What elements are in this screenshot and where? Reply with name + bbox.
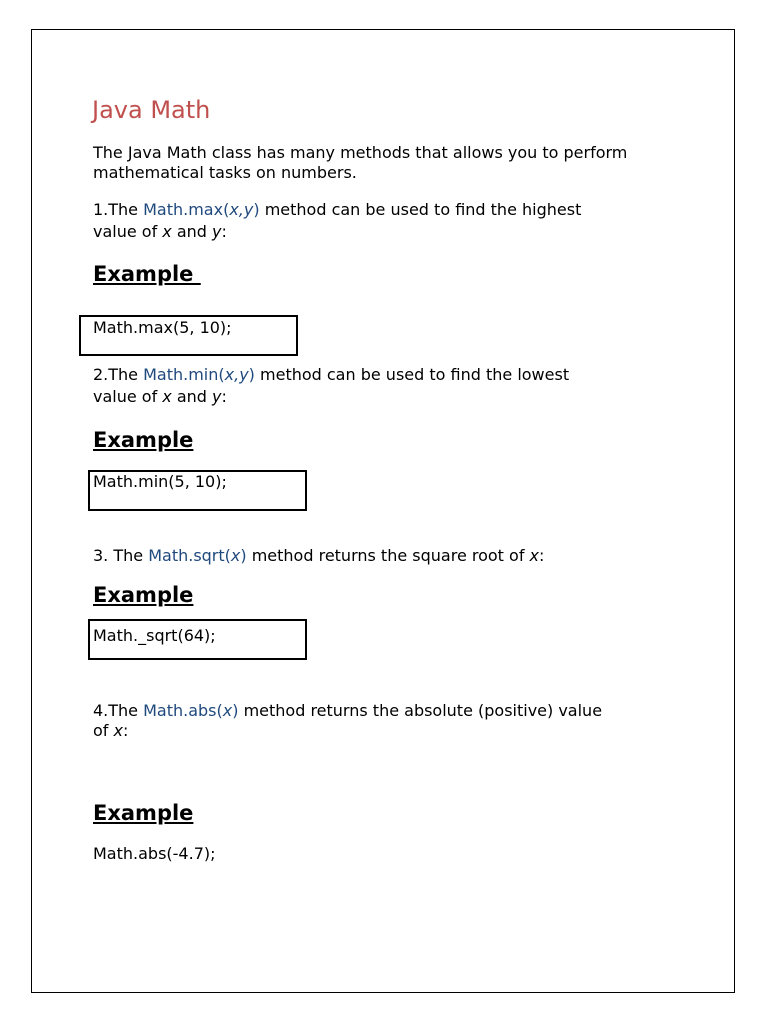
section-1-desc-line2: value of x and y: (93, 222, 227, 241)
page-title: Java Math (92, 96, 211, 124)
section-2-desc-line1: method can be used to find the lowest (254, 365, 570, 384)
math-min-method-name: Math.min(x,y) (143, 365, 255, 384)
section-2-example-heading: Example (93, 428, 194, 452)
section-3-prefix: 3. The (93, 546, 149, 565)
section-2-description (93, 365, 693, 407)
section-4-desc-line2: of x: (93, 721, 129, 740)
section-2-desc-line2: value of x and y: (93, 387, 227, 406)
math-max-method-name: Math.max(x,y) (143, 200, 260, 219)
section-3-desc-line1: method returns the square root of (246, 546, 530, 565)
section-4-code: Math.abs(-4.7); (93, 844, 216, 863)
section-1-prefix: 1.The (93, 200, 144, 219)
section-4-desc-line1: method returns the absolute (positive) value (238, 701, 603, 720)
section-1-example-heading: Example (93, 262, 201, 286)
intro-paragraph: The Java Math class has many methods that allows you to perform mathematical tasks on numbers. (93, 143, 628, 182)
section-2-prefix: 2.The (93, 365, 144, 384)
section-4-description (93, 701, 693, 741)
section-3-code: Math._sqrt(64); (93, 626, 216, 645)
section-4-prefix: 4.The (93, 701, 144, 720)
math-abs-method-name: Math.abs(x) (143, 701, 239, 720)
section-4-example-heading: Example (93, 801, 194, 825)
section-1-description (93, 200, 693, 242)
section-2-code: Math.min(5, 10); (93, 472, 227, 491)
section-1-code: Math.max(5, 10); (93, 318, 232, 337)
section-3-description: 3. The Math.sqrt(x) method returns the square root of x: (93, 546, 545, 565)
math-sqrt-method-name: Math.sqrt(x) (148, 546, 247, 565)
section-1-desc-line1: method can be used to find the highest (259, 200, 582, 219)
section-3-var: x (529, 546, 540, 565)
section-3-example-heading: Example (93, 583, 194, 607)
